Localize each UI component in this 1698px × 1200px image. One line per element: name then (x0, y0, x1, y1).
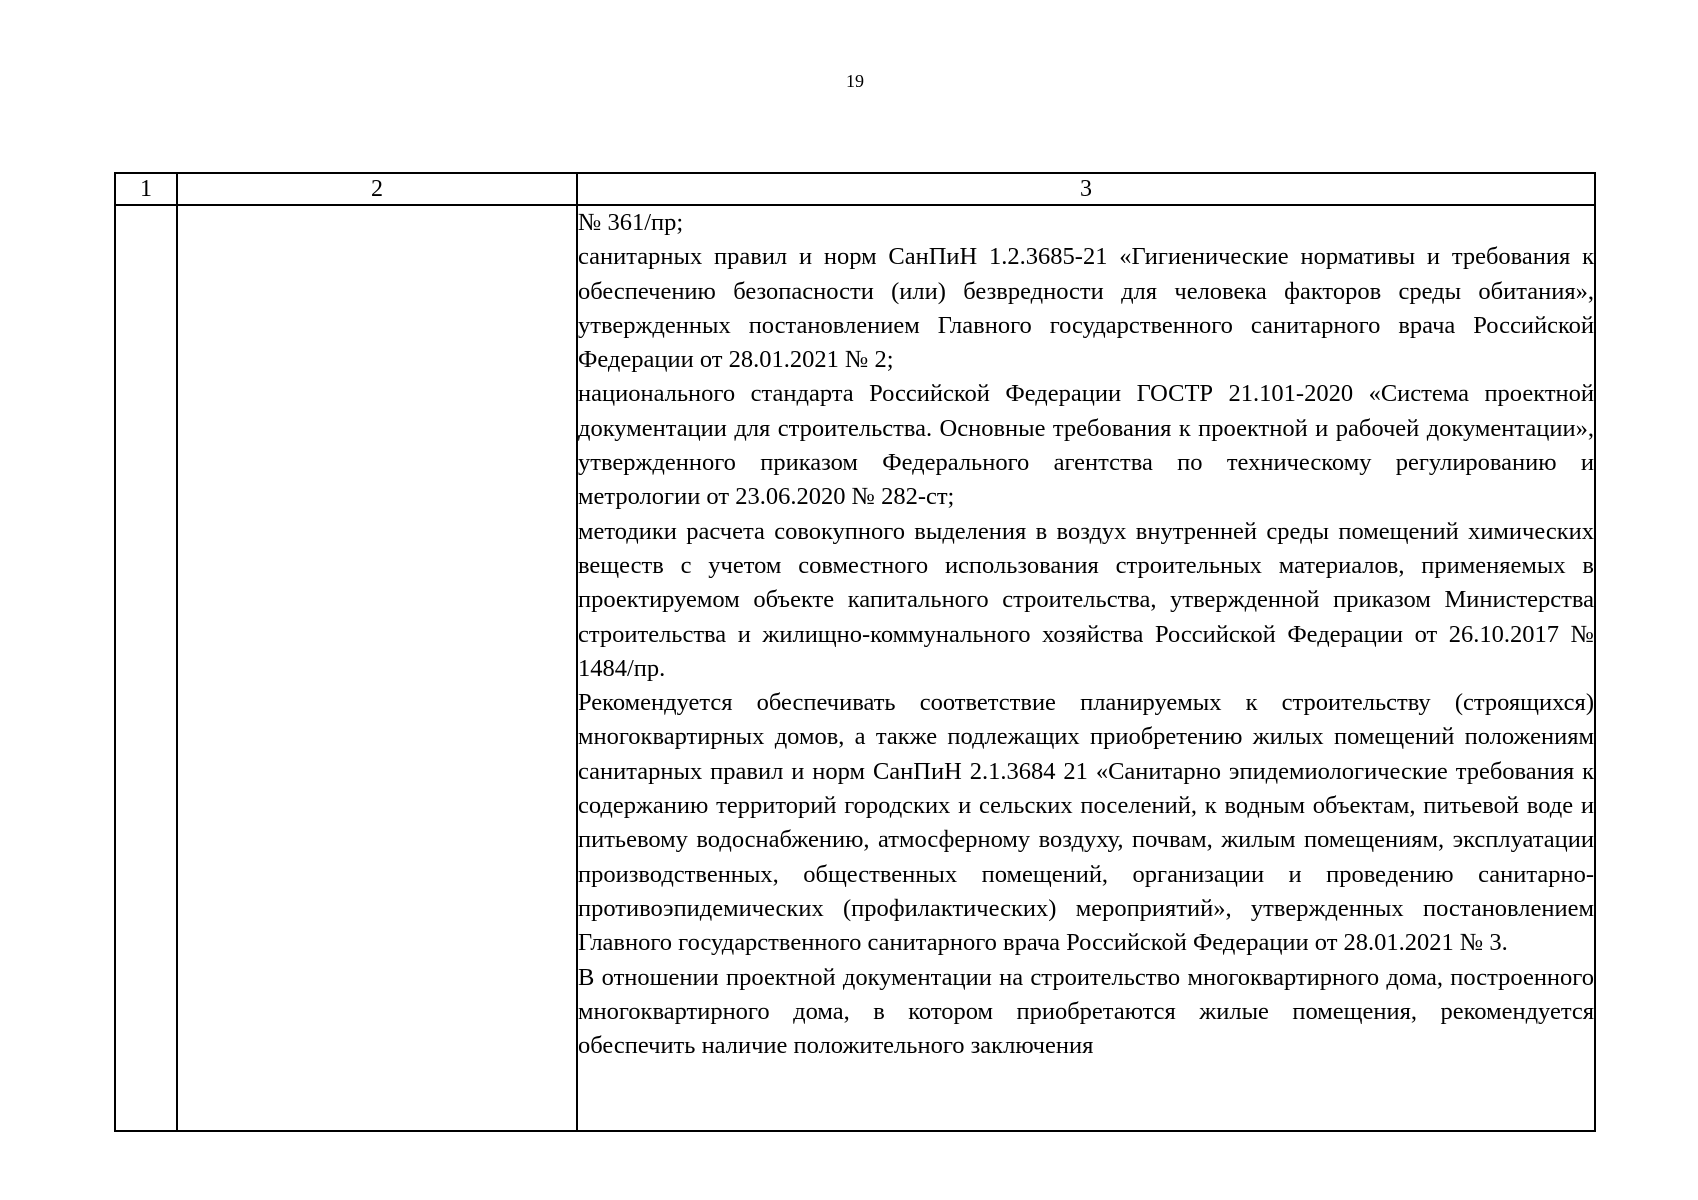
paragraph-methodology: методики расчета совокупного выделения в воздух внутренней среды помещений химических веществ с учетом совместного использования строительных материалов, применяемых в проектируемом объекте капитального строительства, утвержденной приказом Министерства строительства и жилищно-коммунального хозяйства Российской Федерации от 26.10.2017 № 1484/пр. (578, 517, 1594, 682)
page-number: 19 (846, 71, 864, 91)
table-row (115, 205, 1595, 1131)
column-header-3: 3 (577, 173, 1595, 205)
cell-col-3 (577, 205, 1595, 1131)
paragraph-gost-21-101: национального стандарта Российской Федерации ГОСТР 21.101-2020 «Система проектной документации для строительства. Основные требования к проектной и рабочей документации», утвержденного приказом Федерального агентства по техническому регулированию и метрологии от 23.06.2020 № 282-ст; (578, 380, 1594, 511)
paragraph-sanpin-1-2-3685: санитарных правил и норм СанПиН 1.2.3685-21 «Гигиенические нормативы и требования к обеспечению безопасности (или) безвредности для человека факторов среды обитания», утвержденных постановлением Главного государственного санитарного врача Российской Федерации от 28.01.2021 № 2; (578, 243, 1594, 374)
paragraph-project-documentation: В отношении проектной документации на строительство многоквартирного дома, построенного многоквартирного дома, в котором приобретаются жилые помещения, рекомендуется обеспечить наличие положительного заключения (578, 963, 1594, 1060)
table-header-row (115, 173, 1595, 205)
cell-col-1 (115, 205, 177, 1131)
content-table (114, 172, 1596, 1132)
column-header-2: 2 (177, 173, 577, 205)
paragraph-order-ref: № 361/пр; (578, 209, 684, 236)
column-header-1: 1 (115, 173, 177, 205)
cell-col-2 (177, 205, 577, 1131)
paragraph-recommendation-sanpin: Рекомендуется обеспечивать соответствие планируемых к строительству (строящихся) многоквартирных домов, а также подлежащих приобретению жилых помещений положениям санитарных правил и норм СанПиН 2.1.3684 21 «Санитарно эпидемиологические требования к содержанию территорий городских и сельских поселений, к водным объектам, питьевой воде и питьевому водоснабжению, атмосферному воздуху, почвам, жилым помещениям, эксплуатации производственных, общественных помещений, организации и проведению санитарно-противоэпидемических (профилактических) мероприятий», утвержденных постановлением Главного государственного санитарного врача Российской Федерации от 28.01.2021 № 3. (578, 689, 1594, 957)
